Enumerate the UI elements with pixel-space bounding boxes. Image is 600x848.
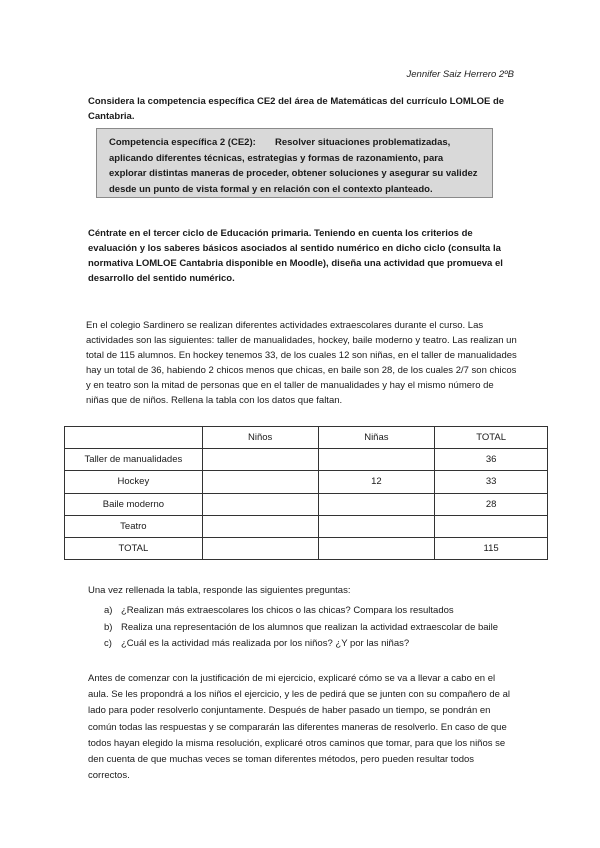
cell-total: 33	[435, 471, 548, 493]
row-label: Baile moderno	[65, 493, 203, 515]
table-header-cell: Niñas	[318, 427, 435, 449]
question-item	[100, 637, 520, 652]
cell-ninos	[202, 449, 318, 471]
competence-label: Competencia específica 2 (CE2):	[109, 137, 256, 148]
row-label: TOTAL	[65, 537, 203, 559]
row-label: Hockey	[65, 471, 203, 493]
author-name: Jennifer Saiz Herrero 2ºB	[406, 69, 514, 80]
cell-total: 28	[435, 493, 548, 515]
cell-total	[435, 515, 548, 537]
problem-statement: En el colegio Sardinero se realizan diferentes actividades extraescolares durante el curso. Las actividades son las siguientes: taller de manualidades, hockey, baile moderno y teatro. Las realizan un total de 115 alumnos. En hockey tenemos 33, de los cuales 12 son niñas, en el taller de manualidades hay un total de 36, habiendo 2 chicos menos que chicas, en baile son 28, de los cuales 2/7 son chicos y en teatro son la mitad de personas que en el taller de manualidades y hay el mismo número de niñas que de niños. Rellena la tabla con los datos que faltan.	[86, 320, 517, 406]
cell-ninas	[318, 449, 435, 471]
question-marker: c)	[104, 638, 112, 649]
question-text: ¿Realizan más extraescolares los chicos o las chicas? Compara los resultados	[121, 605, 454, 616]
questions-list	[100, 604, 520, 654]
table-header-cell	[65, 427, 203, 449]
question-text: ¿Cuál es la actividad más realizada por los niños? ¿Y por las niñas?	[121, 638, 410, 649]
row-label: Teatro	[65, 515, 203, 537]
table-row	[65, 471, 548, 493]
data-table	[64, 426, 548, 560]
table-row	[65, 449, 548, 471]
row-label: Taller de manualidades	[65, 449, 203, 471]
task-statement: Céntrate en el tercer ciclo de Educación primaria. Teniendo en cuenta los criterios de evaluación y los saberes básicos asociados al sentido numérico en dicho ciclo (consulta la normativa LOMLOE Cantabria disponible en Moodle), diseña una actividad que promueva el desarrollo del sentido numérico.	[88, 228, 503, 284]
cell-ninas	[318, 493, 435, 515]
cell-total: 115	[435, 537, 548, 559]
question-item	[100, 621, 520, 636]
cell-ninas	[318, 537, 435, 559]
table-row	[65, 537, 548, 559]
cell-ninos	[202, 471, 318, 493]
competence-text: aplicando diferentes técnicas, estrategias y formas de razonamiento, para explorar distintas maneras de proceder, obtener soluciones y asegurar su validez desde un punto de vista formal y en relación con el contexto planteado.	[109, 152, 478, 195]
table-row	[65, 515, 548, 537]
table-header-cell: Niños	[202, 427, 318, 449]
question-text: Realiza una representación de los alumnos que realizan la actividad extraescolar de baile	[121, 621, 499, 633]
table-header-cell: TOTAL	[435, 427, 548, 449]
question-item	[100, 604, 520, 619]
competence-box	[96, 128, 493, 198]
question-marker: b)	[104, 621, 113, 633]
cell-total: 36	[435, 449, 548, 471]
questions-intro: Una vez rellenada la tabla, responde las siguientes preguntas:	[88, 585, 351, 596]
cell-ninas: 12	[318, 471, 435, 493]
cell-ninos	[202, 537, 318, 559]
competence-text-line1: Resolver situaciones problematizadas,	[275, 137, 451, 148]
intro-statement: Considera la competencia específica CE2 del área de Matemáticas del currículo LOMLOE de Cantabria.	[88, 96, 505, 122]
cell-ninos	[202, 493, 318, 515]
question-marker: a)	[104, 605, 113, 616]
justification-paragraph: Antes de comenzar con la justificación de mi ejercicio, explicaré cómo se va a llevar a cabo en el aula. Se les propondrá a los niños el ejercicio, y les de pedirá que se junten con su compañero de al lado para poder resolverlo conjuntamente. Después de haber pasado un tiempo, se pondrán en común todas las respuestas y se compararán las diferentes maneras de resolverlo. En caso de que todos hayan elegido la misma resolución, explicaré otros caminos que tomar, para que los niños se den cuenta de que muchas veces se toman diferentes métodos, pero pueden resultar todos correctos.	[88, 673, 510, 782]
cell-ninas	[318, 515, 435, 537]
cell-ninos	[202, 515, 318, 537]
table-header-row	[65, 427, 548, 449]
table-row	[65, 493, 548, 515]
